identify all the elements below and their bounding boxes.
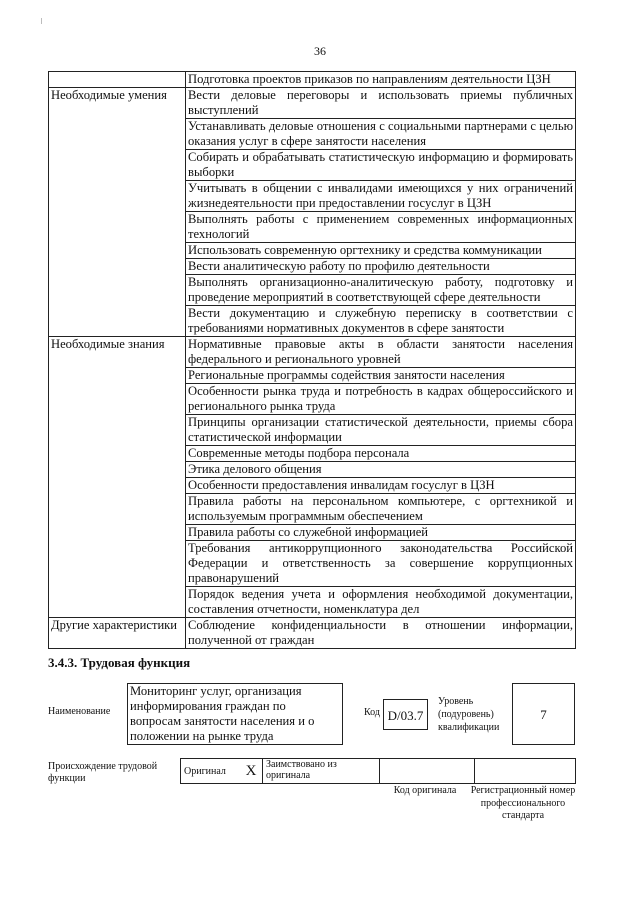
origin-table bbox=[180, 758, 576, 784]
table-row bbox=[49, 88, 576, 119]
row-label: Необходимые знания bbox=[49, 337, 186, 618]
code-label: Код bbox=[364, 707, 380, 718]
level-label: Уровень (подуровень) квалификации bbox=[438, 696, 500, 733]
original-code-caption: Код оригинала bbox=[393, 785, 457, 796]
row-value: Учитывать в общении с инвалидами имеющихся у них ограничений жизнедеятельности при предоставлении госуслуг в ЦЗН bbox=[186, 181, 576, 212]
row-value: Вести аналитическую работу по профилю деятельности bbox=[186, 259, 576, 275]
row-value: Выполнять работы с применением современных информационных технологий bbox=[186, 212, 576, 243]
borrowed-label: Заимствовано из оригинала bbox=[263, 759, 380, 784]
level-value-box: 7 bbox=[512, 683, 575, 745]
row-value: Выполнять организационно-аналитическую работу, подготовку и проведение мероприятий в соответствующей сфере деятельности bbox=[186, 275, 576, 306]
row-label bbox=[49, 72, 186, 88]
characteristics-table bbox=[48, 71, 576, 649]
row-value: Нормативные правовые акты в области занятости населения федерального и регионального уровней bbox=[186, 337, 576, 368]
row-value: Этика делового общения bbox=[186, 462, 576, 478]
original-label: Оригинал bbox=[181, 759, 241, 784]
row-label: Другие характеристики bbox=[49, 618, 186, 649]
row-value: Принципы организации статистической деятельности, приемы сбора статистической информации bbox=[186, 415, 576, 446]
row-value: Порядок ведения учета и оформления необходимой документации, составления отчетности, номенклатура дел bbox=[186, 587, 576, 618]
row-value: Правила работы со служебной информацией bbox=[186, 525, 576, 541]
row-value: Особенности рынка труда и потребность в кадрах общероссийского и регионального рынка труда bbox=[186, 384, 576, 415]
row-value: Устанавливать деловые отношения с социальными партнерами с целью оказания услуг в сфере занятости населения bbox=[186, 119, 576, 150]
original-code-cell bbox=[380, 759, 475, 784]
row-value: Использовать современную оргтехнику и средства коммуникации bbox=[186, 243, 576, 259]
row-value: Современные методы подбора персонала bbox=[186, 446, 576, 462]
row-value: Региональные программы содействия занятости населения bbox=[186, 368, 576, 384]
table-row bbox=[49, 618, 576, 649]
original-mark: X bbox=[240, 759, 263, 784]
name-label: Наименование bbox=[48, 706, 111, 717]
row-label: Необходимые умения bbox=[49, 88, 186, 337]
row-value: Особенности предоставления инвалидам госуслуг в ЦЗН bbox=[186, 478, 576, 494]
row-value: Вести деловые переговоры и использовать приемы публичных выступлений bbox=[186, 88, 576, 119]
row-value: Вести документацию и служебную переписку в соответствии с требованиями нормативных документов в сфере занятости bbox=[186, 306, 576, 337]
corner-mark: ǀ bbox=[41, 17, 43, 26]
row-value: Подготовка проектов приказов по направлениям деятельности ЦЗН bbox=[186, 72, 576, 88]
row-value: Собирать и обрабатывать статистическую информацию и формировать выборки bbox=[186, 150, 576, 181]
origin-label: Происхождение трудовой функции bbox=[48, 761, 158, 784]
registration-number-cell bbox=[475, 759, 576, 784]
function-name-box: Мониторинг услуг, организация информирования граждан по вопросам занятости населения и о положении на рынке труда bbox=[127, 683, 343, 745]
section-title: 3.4.3. Трудовая функция bbox=[48, 655, 191, 670]
table-row bbox=[49, 72, 576, 88]
row-value: Требования антикоррупционного законодательства Российской Федерации и ответственность за совершение коррупционных правонарушений bbox=[186, 541, 576, 587]
row-value: Правила работы на персональном компьютере, с оргтехникой и используемым программным обеспечением bbox=[186, 494, 576, 525]
row-value: Соблюдение конфиденциальности в отношении информации, полученной от граждан bbox=[186, 618, 576, 649]
table-row bbox=[49, 337, 576, 368]
page-number: 36 bbox=[314, 44, 326, 58]
function-code-box: D/03.7 bbox=[383, 699, 428, 730]
registration-number-caption: Регистрационный номер профессионального стандарта bbox=[470, 785, 576, 821]
